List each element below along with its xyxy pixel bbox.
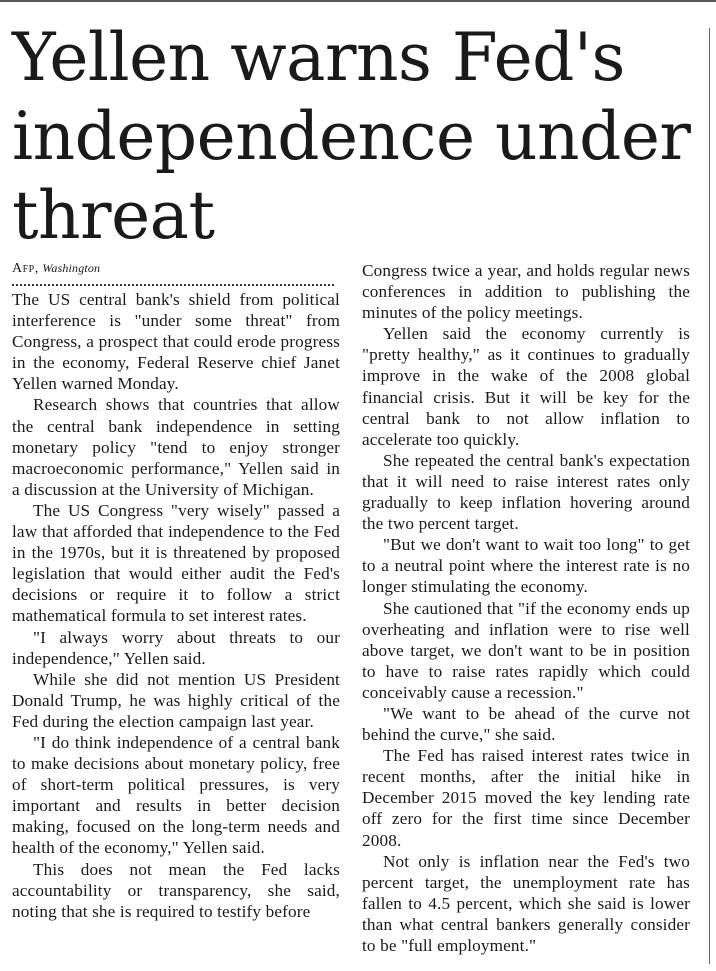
paragraph: While she did not mention US President Donald Trump, he was highly critical of the Fed during the election campaign last year. (12, 669, 340, 731)
paragraph: "I always worry about threats to our independence," Yellen said. (12, 627, 340, 668)
top-rule (0, 0, 716, 2)
column-rule (709, 28, 710, 964)
paragraph: Research shows that countries that allow the central bank independence in setting monetary policy "tend to enjoy stronger macroeconomic performance," Yellen said in a discussion at the University of Michigan. (12, 395, 340, 499)
dotted-separator (12, 284, 334, 286)
article-column-right (362, 260, 690, 956)
paragraph: "We want to be ahead of the curve not behind the curve," she said. (362, 703, 690, 745)
byline (12, 258, 340, 279)
article-column-left (12, 258, 340, 922)
paragraph: The Fed has raised interest rates twice in recent months, after the initial hike in December 2015 moved the key lending rate off zero for the first time since December 2008. (362, 746, 690, 850)
paragraph: "I do think independence of a central bank to make decisions about monetary policy, free of short-term political pressures, is very important and results in better decision making, focused on the long-term needs and health of the economy," Yellen said. (12, 732, 340, 858)
paragraph: This does not mean the Fed lacks accountability or transparency, she said, noting that she is required to testify before (12, 859, 340, 921)
paragraph: Not only is inflation near the Fed's two percent target, the unemployment rate has fallen to 4.5 percent, which she said is lower than what central bankers generally consider to be "full employment." (362, 851, 690, 955)
paragraph: "But we don't want to wait too long" to get to a neutral point where the interest rate is no longer stimulating the economy. (362, 535, 690, 597)
byline-city: Washington (42, 261, 101, 275)
paragraph: The US Congress "very wisely" passed a law that afforded that independence to the Fed in the 1970s, but it is threatened by proposed legislation that would either audit the Fed's decisions or require it to follow a strict mathematical formula to set interest rates. (12, 500, 340, 626)
paragraph: Yellen said the economy currently is "pretty healthy," as it continues to gradually improve in the wake of the 2008 global financial crisis. But it will be key for the central bank to not allow inflation to accelerate too quickly. (362, 324, 690, 449)
headline: Yellen warns Fed's independence under threat (12, 19, 691, 254)
paragraph: The US central bank's shield from political interference is "under some threat" from Congress, a prospect that could erode progress in the economy, Federal Reserve chief Janet Yellen warned Monday. (12, 290, 340, 394)
paragraph: She repeated the central bank's expectation that it will need to raise interest rates only gradually to keep inflation hovering around the two percent target. (362, 450, 690, 534)
paragraph: Congress twice a year, and holds regular news conferences in addition to publishing the minutes of the policy meetings. (362, 261, 690, 323)
paragraph: She cautioned that "if the economy ends up overheating and inflation were to rise well above target, we don't want to be in position to have to raise rates rapidly which could conceivably cause a recession." (362, 598, 690, 702)
byline-agency: Afp, (12, 261, 39, 276)
